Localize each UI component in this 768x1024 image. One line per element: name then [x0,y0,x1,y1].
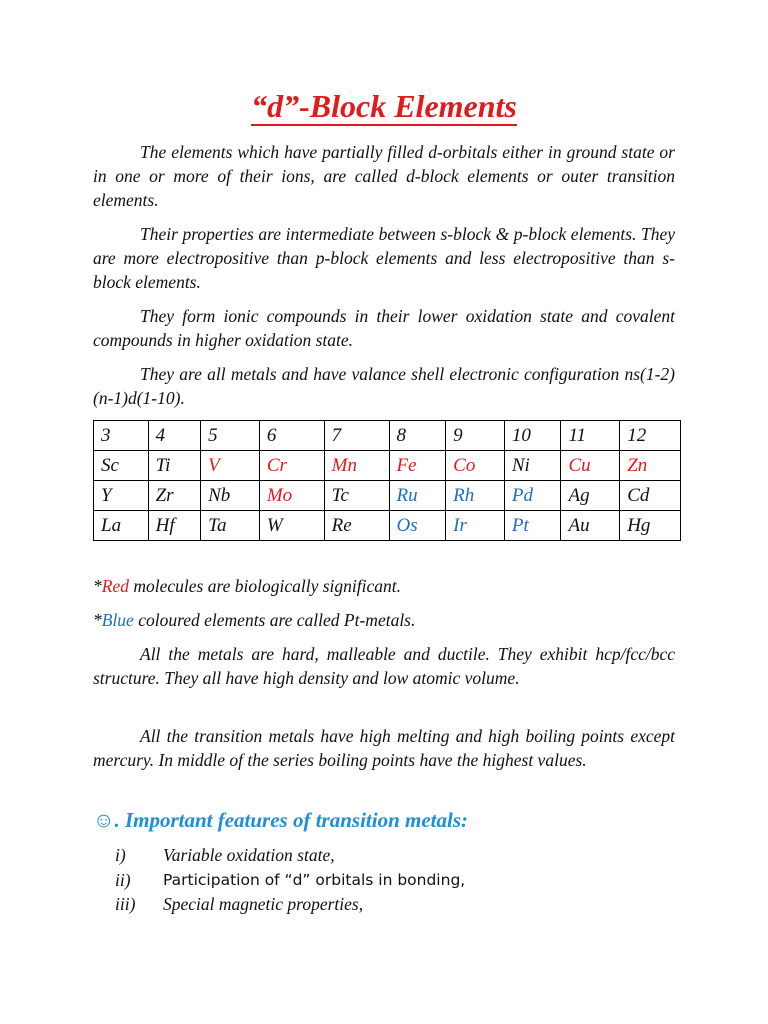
page-title [0,88,768,125]
paragraph-properties: Their properties are intermediate between s-block & p-block elements. They are more electropositive than p-block elements and less electropositive than s-block elements. [93,224,675,292]
group-cell: 10 [504,421,561,451]
element-cell: Co [446,451,505,481]
element-cell: Os [389,511,446,541]
element-cell: Pd [504,481,561,511]
list-item-number: iii) [115,894,136,914]
note-red-text: molecules are biologically significant. [128,576,401,596]
paragraph-definition: The elements which have partially filled d-orbitals either in ground state or in one or more of their ions, are called d-block elements or outer transition elements. [93,142,675,210]
paragraph-configuration: They are all metals and have valance shell electronic configuration ns(1-2) (n-1)d(1-10). [93,364,675,408]
paragraph-compounds: They form ionic compounds in their lower oxidation state and covalent compounds in higher oxidation state. [93,306,675,350]
element-cell: Sc [94,451,149,481]
features-list [115,843,465,917]
element-cell: Tc [324,481,389,511]
list-item [115,892,465,917]
list-item-number: ii) [115,869,131,890]
group-cell: 6 [259,421,324,451]
element-cell: Cu [561,451,620,481]
list-item [115,868,465,893]
group-cell: 8 [389,421,446,451]
note-blue-word: Blue [101,610,134,630]
table-row [94,481,681,511]
element-cell: Hf [148,511,201,541]
paragraph-metal-structure: All the metals are hard, malleable and ductile. They exhibit hcp/fcc/bcc structure. They all have high density and low atomic volume. [93,644,675,688]
element-cell: V [201,451,260,481]
element-cell: Mo [259,481,324,511]
group-cell: 3 [94,421,149,451]
paragraph-melting-points: All the transition metals have high melting and high boiling points except mercury. In middle of the series boiling points have the highest values. [93,726,675,770]
list-item [115,843,465,868]
element-cell: Zn [620,451,681,481]
element-cell: Y [94,481,149,511]
list-item-text: Participation of “d” orbitals in bonding, [163,870,466,889]
note-blue-text: coloured elements are called Pt-metals. [133,610,416,630]
group-cell: 9 [446,421,505,451]
element-cell: Ru [389,481,446,511]
element-cell: Rh [446,481,505,511]
page-title-text: “d”-Block Elements [251,88,517,124]
table-row [94,511,681,541]
element-cell: Cd [620,481,681,511]
group-cell: 4 [148,421,201,451]
element-cell: Cr [259,451,324,481]
element-cell: Ni [504,451,561,481]
element-cell: Nb [201,481,260,511]
note-red-word: Red [101,576,129,596]
group-cell: 5 [201,421,260,451]
group-cell: 11 [561,421,620,451]
group-cell: 7 [324,421,389,451]
element-cell: W [259,511,324,541]
element-cell: Fe [389,451,446,481]
note-blue [93,608,675,632]
element-cell: Ir [446,511,505,541]
table-row [94,451,681,481]
note-red-star: * [93,576,102,596]
element-cell: Ag [561,481,620,511]
group-cell: 12 [620,421,681,451]
d-block-elements-table [93,420,681,541]
element-cell: Zr [148,481,201,511]
list-item-text: Special magnetic properties, [163,894,364,914]
note-blue-star: * [93,610,102,630]
element-cell: La [94,511,149,541]
features-heading: ☺. Important features of transition metals: [93,808,468,832]
element-cell: Au [561,511,620,541]
element-cell: Ti [148,451,201,481]
element-cell: Mn [324,451,389,481]
list-item-text: Variable oxidation state, [163,845,335,865]
element-cell: Ta [201,511,260,541]
element-cell: Pt [504,511,561,541]
list-item-number: i) [115,845,126,865]
note-red [93,574,675,598]
element-cell: Hg [620,511,681,541]
table-header-row [94,421,681,451]
element-cell: Re [324,511,389,541]
